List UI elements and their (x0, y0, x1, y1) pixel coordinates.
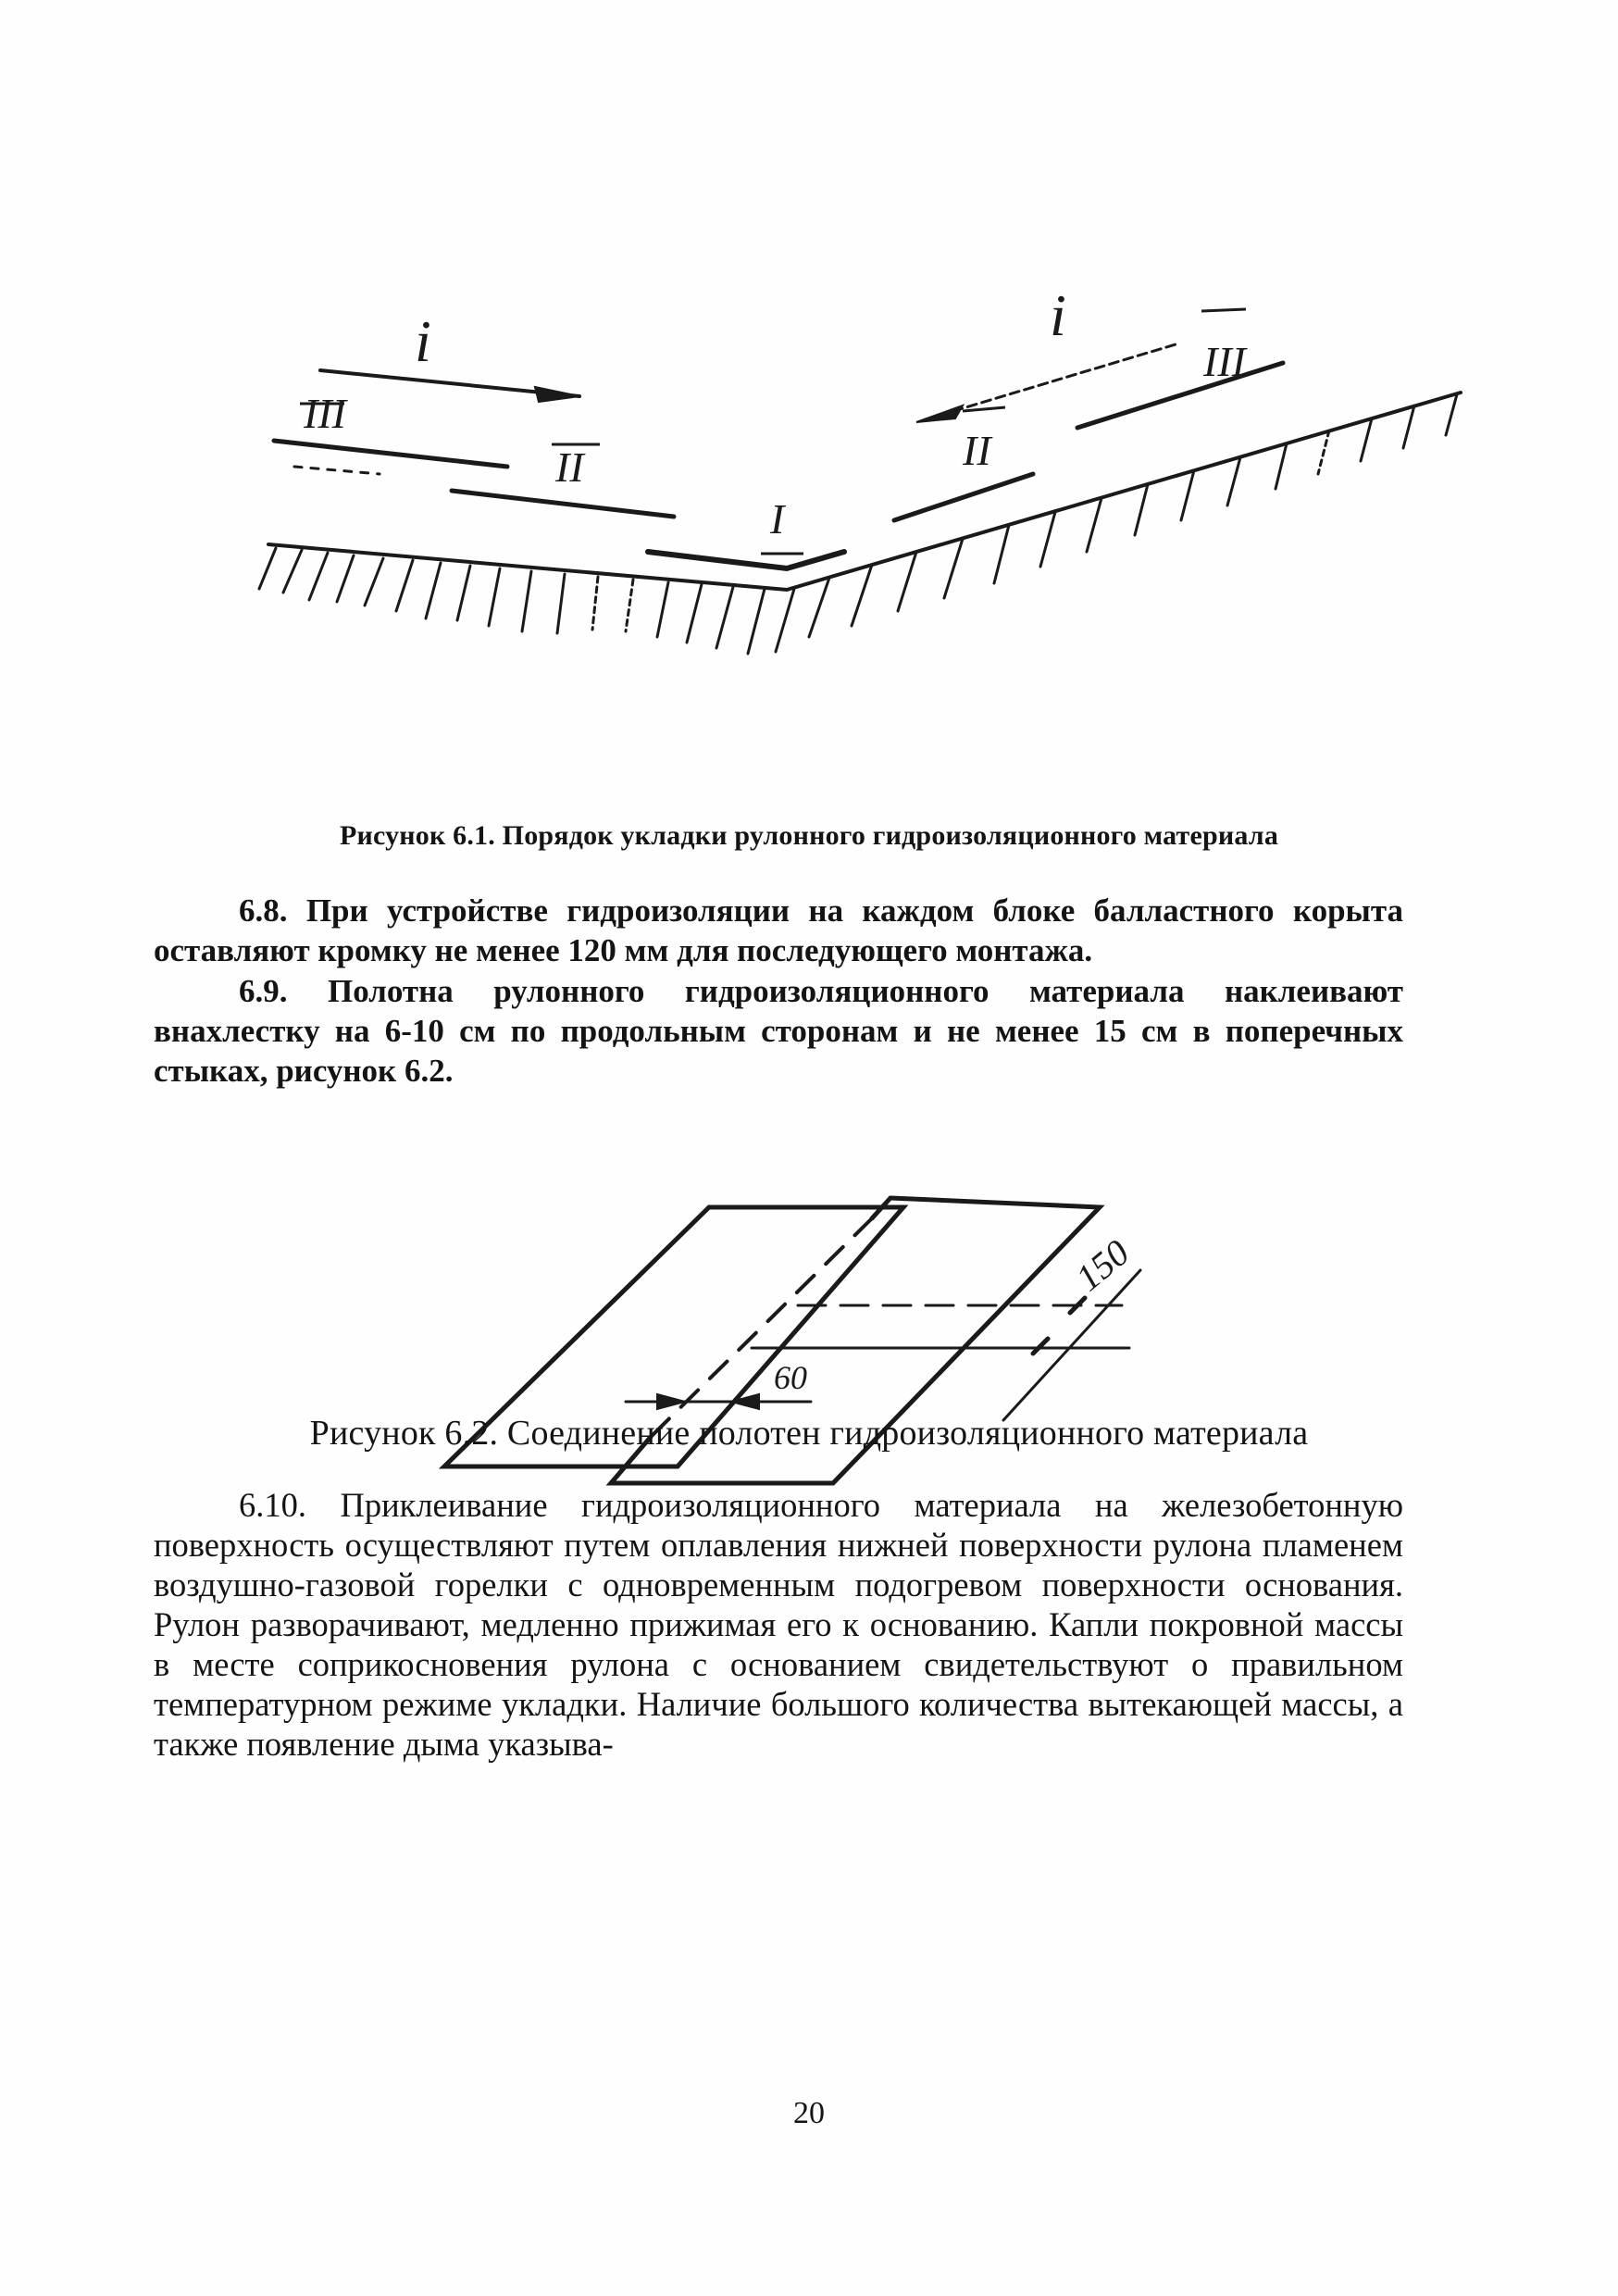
page-number: 20 (793, 2096, 825, 2130)
dim-150-line (1003, 1270, 1140, 1420)
figure-6-1-caption: Рисунок 6.1. Порядок укладки рулонного гидроизоляционного материала (339, 820, 1279, 851)
ground-hatching-left (259, 548, 794, 654)
layer-1-line (648, 552, 844, 568)
layer-2-left-line (452, 491, 674, 517)
dim-150-label: 150 (1067, 1231, 1138, 1300)
paragraph-6-9: 6.9. Полотна рулонного гидроизоляционного материала наклеивают внахлестку на 6-10 см по продольным сторонам и не менее 15 см в поперечных стыках, рисунок 6.2. (154, 973, 1403, 1089)
slope-label-right: i (1050, 282, 1066, 348)
layer-1-label: I (770, 495, 785, 543)
slope-label-left: i (415, 308, 431, 374)
layer-3-label-left: III (304, 390, 346, 437)
paragraph-6-10: 6.10. Приклеивание гидроизоляционного материала на железобетонную поверхность осуществляют путем оплавления нижней поверхности рулона пламенем воздушно-газовой горелки с одновременным подогревом поверхности основания. Рулон разворачивают, медленно прижимая его к основанию. Капли покровной массы в месте соприкосновения рулона с основанием свидетельствуют о правильном температурном режиме укладки. Наличие большого количества вытекающей массы, а также появление дыма указыва- (154, 1486, 1403, 1763)
layer-2-label-left: II (555, 443, 584, 491)
layer-3-right-line (1077, 363, 1283, 428)
layer-3-label-right: III (1203, 338, 1246, 385)
layer-2-label-right: II (963, 427, 991, 474)
sheet-right-hidden-edge (651, 1218, 872, 1437)
layer-3-left-line (274, 441, 507, 467)
dim-60-label: 60 (774, 1359, 807, 1396)
ground-surface-line (268, 393, 1461, 590)
figure-6-1 (0, 0, 1618, 741)
paragraph-6-8: 6.8. При устройстве гидроизоляции на каждом блоке балластного корыта оставляют кромку не менее 120 мм для последующего монтажа. (154, 892, 1403, 968)
direction-arrow-right (953, 344, 1176, 411)
layer-2-right-line (894, 474, 1033, 520)
figure-6-2-caption: Рисунок 6.2. Соединение полотен гидроизоляционного материала (309, 1414, 1309, 1453)
